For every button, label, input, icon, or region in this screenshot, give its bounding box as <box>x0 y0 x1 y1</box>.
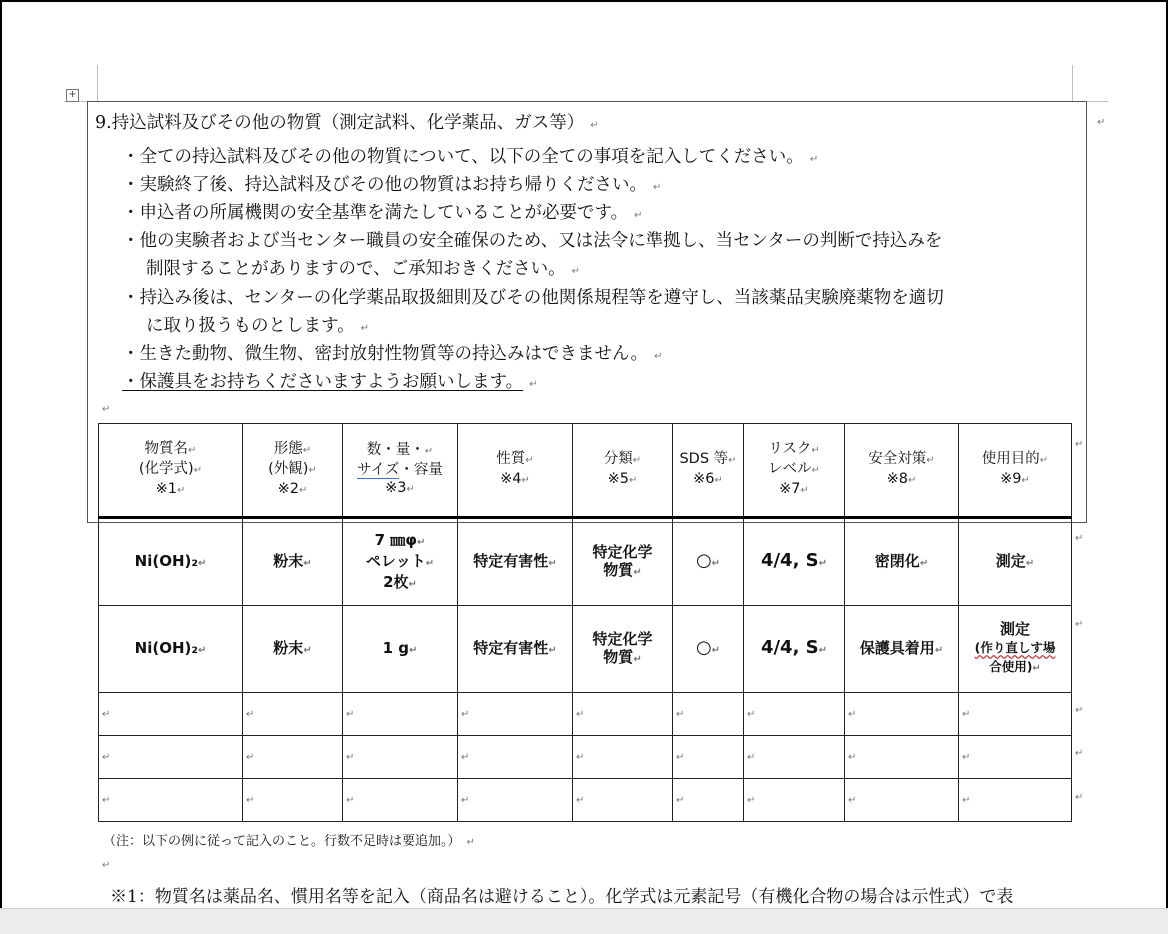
cell-risk-level[interactable]: 4/4, S↵ <box>744 606 845 693</box>
bullet-1: ・全ての持込試料及びその他の物質について、以下の全ての事項を記入してください。 ↵ <box>122 147 819 167</box>
margin-mark-left <box>97 65 98 101</box>
bullet-4-cont: 制限することがありますので、ご承知おきください。 ↵ <box>146 259 581 279</box>
header-form: 形態↵ (外観)↵ ※2↵ <box>243 424 343 518</box>
cell-quantity[interactable]: 7 ㎜φ↵ ペレット↵ 2枚↵ <box>343 518 458 606</box>
table-move-handle-icon[interactable]: + <box>66 89 79 102</box>
cell-property[interactable]: ↵ <box>458 736 573 779</box>
cell-safety-measures[interactable]: ↵ <box>845 779 959 822</box>
bullet-7: ・保護具をお持ちくださいますようお願いします。 ↵ <box>122 372 538 392</box>
header-classification: 分類↵ ※5↵ <box>573 424 673 518</box>
cell-quantity[interactable]: ↵ <box>343 736 458 779</box>
margin-mark-right <box>1072 65 1073 101</box>
table-row-empty <box>99 736 1072 779</box>
row-end-mark: ↵ <box>1075 705 1084 716</box>
cell-risk-level[interactable]: ↵ <box>744 736 845 779</box>
cell-form[interactable]: 粉末↵ <box>243 606 343 693</box>
bullet-3: ・申込者の所属機関の安全基準を満たしていることが必要です。 ↵ <box>122 203 643 223</box>
table-note: （注：以下の例に従って記入のこと。行数不足時は要追加。） ↵ <box>103 834 475 849</box>
header-property: 性質↵ ※4↵ <box>458 424 573 518</box>
cell-classification[interactable]: ↵ <box>573 693 673 736</box>
header-sds: SDS 等↵ ※6↵ <box>673 424 744 518</box>
paragraph-mark-icon: ↵ <box>1097 117 1106 128</box>
cell-sds[interactable]: ↵ <box>673 779 744 822</box>
cell-form[interactable]: ↵ <box>243 736 343 779</box>
cell-classification[interactable]: 特定化学 物質↵ <box>573 606 673 693</box>
cell-substance[interactable]: ↵ <box>99 736 243 779</box>
header-purpose: 使用目的↵ ※9↵ <box>959 424 1072 518</box>
table-row <box>99 518 1072 606</box>
cell-sds[interactable]: ↵ <box>673 693 744 736</box>
row-end-mark: ↵ <box>1075 792 1084 803</box>
cell-purpose[interactable]: 測定↵ <box>959 518 1072 606</box>
cell-substance[interactable]: ↵ <box>99 779 243 822</box>
cell-sds[interactable]: ○↵ <box>673 518 744 606</box>
cell-property[interactable]: 特定有害性↵ <box>458 518 573 606</box>
table-row <box>99 606 1072 693</box>
cell-property[interactable]: ↵ <box>458 779 573 822</box>
cell-sds[interactable]: ○↵ <box>673 606 744 693</box>
table-header-row <box>99 424 1072 518</box>
cell-classification[interactable]: ↵ <box>573 736 673 779</box>
empty-paragraph-mark: ↵ <box>102 860 111 871</box>
cell-risk-level[interactable]: ↵ <box>744 693 845 736</box>
row-end-mark: ↵ <box>1075 748 1084 759</box>
cell-quantity[interactable]: ↵ <box>343 693 458 736</box>
cell-risk-level[interactable]: 4/4, S↵ <box>744 518 845 606</box>
cell-property[interactable]: 特定有害性↵ <box>458 606 573 693</box>
cell-purpose[interactable]: ↵ <box>959 736 1072 779</box>
cell-substance[interactable]: Ni(OH)₂↵ <box>99 518 243 606</box>
header-quantity: 数・量・↵ サイズ・容量 ※3↵ <box>343 424 458 518</box>
bullet-4: ・他の実験者および当センター職員の安全確保のため、又は法令に準拠し、当センターの判断で持込みを <box>122 231 943 251</box>
cell-purpose[interactable]: ↵ <box>959 779 1072 822</box>
footnote-1: ※1：物質名は薬品名、慣用名等を記入（商品名は避けること）。化学式は元素記号（有機化合物の場合は示性式）で表 <box>110 887 1014 907</box>
cell-quantity[interactable]: 1 g↵ <box>343 606 458 693</box>
section-heading: 9.持込試料及びその他の物質（測定試料、化学薬品、ガス等） ↵ <box>95 113 599 133</box>
header-risk-level: リスク↵ レベル↵ ※7↵ <box>744 424 845 518</box>
cell-purpose[interactable]: ↵ <box>959 693 1072 736</box>
cell-sds[interactable]: ↵ <box>673 736 744 779</box>
cell-classification[interactable]: ↵ <box>573 779 673 822</box>
bullet-5-cont: に取り扱うものとします。 ↵ <box>146 316 369 336</box>
bullet-2: ・実験終了後、持込試料及びその他の物質はお持ち帰りください。 ↵ <box>122 175 662 195</box>
cell-quantity[interactable]: ↵ <box>343 779 458 822</box>
cell-form[interactable]: ↵ <box>243 779 343 822</box>
cell-form[interactable]: ↵ <box>243 693 343 736</box>
row-end-mark: ↵ <box>1075 619 1084 630</box>
status-bar <box>0 908 1168 934</box>
cell-form[interactable]: 粉末↵ <box>243 518 343 606</box>
materials-table <box>98 423 1072 822</box>
cell-purpose[interactable]: 測定 (作り直しす場 合使用)↵ <box>959 606 1072 693</box>
window-frame-left <box>0 0 2 933</box>
cell-substance[interactable]: Ni(OH)₂↵ <box>99 606 243 693</box>
table-row-empty <box>99 779 1072 822</box>
cell-risk-level[interactable]: ↵ <box>744 779 845 822</box>
cell-safety-measures[interactable]: 保護具着用↵ <box>845 606 959 693</box>
bullet-5: ・持込み後は、センターの化学薬品取扱細則及びその他関係規程等を遵守し、当該薬品実験廃薬物を適切 <box>122 288 944 308</box>
window-frame-top <box>0 0 1168 2</box>
cell-safety-measures[interactable]: 密閉化↵ <box>845 518 959 606</box>
cell-classification[interactable]: 特定化学 物質↵ <box>573 518 673 606</box>
cell-substance[interactable]: ↵ <box>99 693 243 736</box>
row-end-mark: ↵ <box>1075 533 1084 544</box>
cell-property[interactable]: ↵ <box>458 693 573 736</box>
table-row-empty <box>99 693 1072 736</box>
row-end-mark: ↵ <box>1075 439 1084 450</box>
header-safety-measures: 安全対策↵ ※8↵ <box>845 424 959 518</box>
empty-paragraph-mark: ↵ <box>102 404 111 415</box>
header-substance: 物質名↵ (化学式)↵ ※1↵ <box>99 424 243 518</box>
cell-safety-measures[interactable]: ↵ <box>845 736 959 779</box>
bullet-6: ・生きた動物、微生物、密封放射性物質等の持込みはできません。 ↵ <box>122 344 663 364</box>
cell-safety-measures[interactable]: ↵ <box>845 693 959 736</box>
